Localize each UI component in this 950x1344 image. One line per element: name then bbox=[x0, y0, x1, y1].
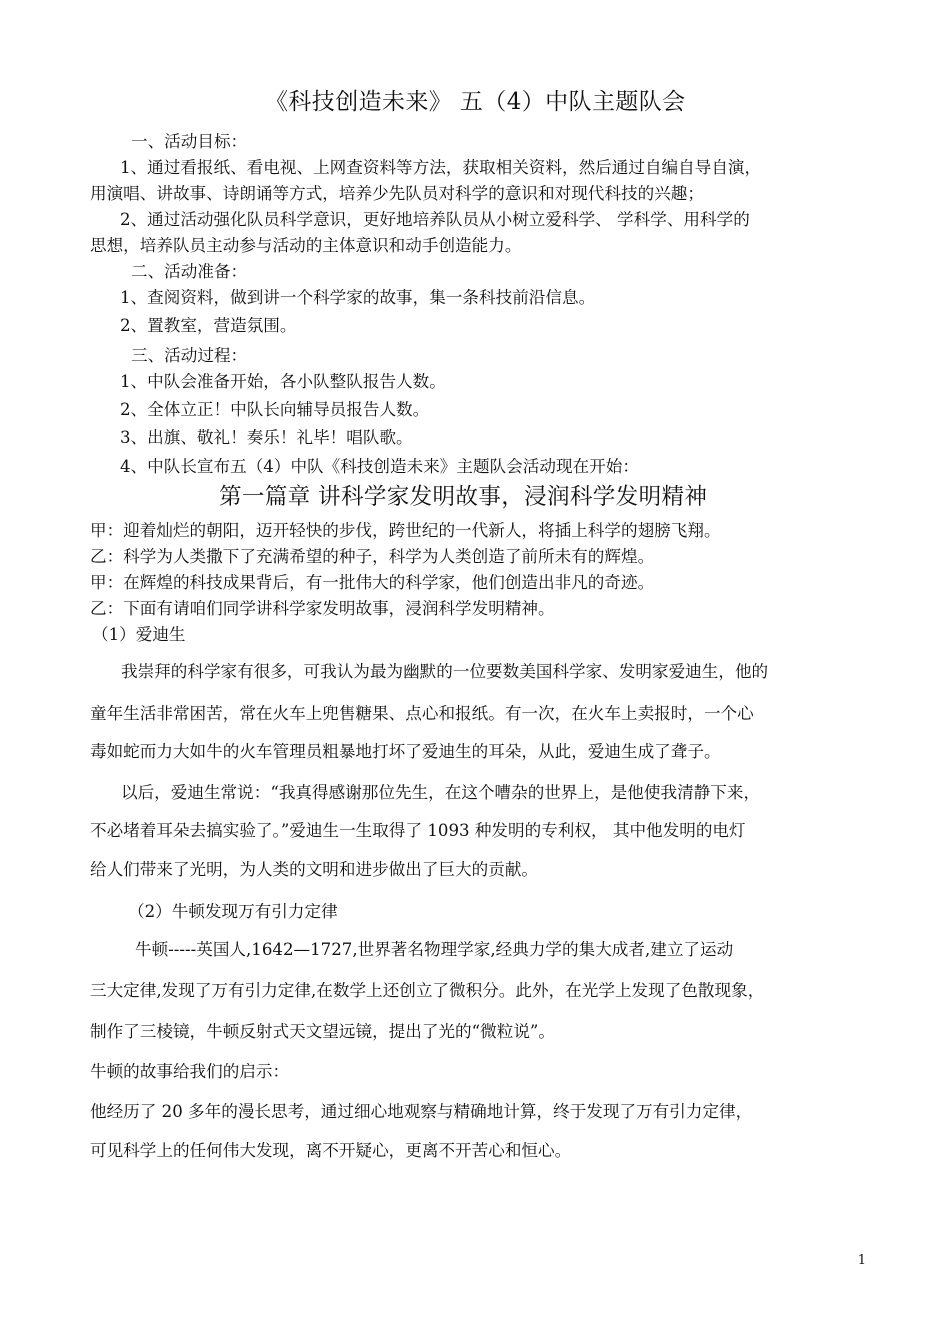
process-item-2: 2、全体立正！中队长向辅导员报告人数。 bbox=[120, 400, 430, 419]
objective-item-1-line-1: 1、通过看报纸、看电视、上网查资料等方法，获取相关资料，然后通过自编自导自演， bbox=[120, 158, 762, 177]
objective-item-2-line-1: 2、通过活动强化队员科学意识，更好地培养队员从小树立爱科学、 学科学、用科学的 bbox=[120, 210, 750, 229]
objective-item-1-line-2: 用演唱、讲故事、诗朗诵等方式，培养少先队员对科学的意识和对现代科技的兴趣； bbox=[90, 184, 704, 203]
newton-paragraph-line-2: 三大定律,发现了万有引力定律,在数学上还创立了微积分。此外，在光学上发现了色散现象， bbox=[90, 981, 765, 1000]
newton-lesson-line-1: 他经历了 20 多年的漫长思考，通过细心地观察与精确地计算，终于发现了万有引力定律， bbox=[90, 1102, 753, 1121]
dialogue-line-4: 乙：下面有请咱们同学讲科学家发明故事，浸润科学发明精神。 bbox=[90, 599, 555, 618]
edison-paragraph-1-line-3: 毒如蛇而力大如牛的火车管理员粗暴地打坏了爱迪生的耳朵，从此，爱迪生成了聋子。 bbox=[90, 742, 721, 761]
dialogue-line-2: 乙：科学为人类撒下了充满希望的种子，科学为人类创造了前所未有的辉煌。 bbox=[90, 547, 655, 566]
objectives-heading: 一、活动目标： bbox=[131, 132, 248, 151]
newton-paragraph-line-3: 制作了三棱镜，牛顿反射式天文望远镜，提出了光的“微粒说”。 bbox=[90, 1022, 555, 1041]
newton-lesson-heading: 牛顿的故事给我们的启示： bbox=[90, 1062, 290, 1081]
dialogue-line-3: 甲：在辉煌的科技成果背后，有一批伟大的科学家，他们创造出非凡的奇迹。 bbox=[90, 573, 655, 592]
edison-paragraph-2-line-2: 不必堵着耳朵去搞实验了。”爱迪生一生取得了 1093 种发明的专利权， 其中他发明的电灯 bbox=[90, 821, 746, 840]
preparation-item-1: 1、查阅资料，做到讲一个科学家的故事，集一条科技前沿信息。 bbox=[120, 288, 596, 307]
edison-paragraph-1-line-1: 我崇拜的科学家有很多，可我认为最为幽默的一位要数美国科学家、发明家爱迪生，他的 bbox=[121, 662, 769, 681]
objective-item-2-line-2: 思想，培养队员主动参与活动的主体意识和动手创造能力。 bbox=[90, 236, 522, 255]
process-heading: 三、活动过程： bbox=[131, 346, 248, 365]
dialogue-line-1: 甲：迎着灿烂的朝阳，迈开轻快的步伐，跨世纪的一代新人，将插上科学的翅膀飞翔。 bbox=[90, 521, 721, 540]
newton-lesson-line-2: 可见科学上的任何伟大发现，离不开疑心，更离不开苦心和恒心。 bbox=[90, 1141, 572, 1160]
page-title: 《科技创造未来》 五（4）中队主题队会 bbox=[265, 89, 686, 115]
edison-paragraph-2-line-3: 给人们带来了光明，为人类的文明和进步做出了巨大的贡献。 bbox=[90, 860, 539, 879]
edison-paragraph-1-line-2: 童年生活非常困苦，常在火车上兜售糖果、点心和报纸。有一次，在火车上卖报时，一个心 bbox=[90, 704, 754, 723]
process-item-1: 1、中队会准备开始，各小队整队报告人数。 bbox=[120, 372, 446, 391]
preparation-heading: 二、活动准备： bbox=[131, 262, 248, 281]
process-item-3: 3、出旗、敬礼！奏乐！礼毕！唱队歌。 bbox=[120, 428, 413, 447]
chapter-title: 第一篇章 讲科学家发明故事，浸润科学发明精神 bbox=[219, 484, 708, 510]
process-item-4: 4、中队长宣布五（4）中队《科技创造未来》主题队会活动现在开始： bbox=[120, 457, 639, 476]
edison-heading: （1）爱迪生 bbox=[92, 625, 186, 644]
edison-paragraph-2-line-1: 以后，爱迪生常说：“我真得感谢那位先生，在这个嘈杂的世界上，是他使我清静下来， bbox=[121, 783, 761, 802]
newton-paragraph-line-1: 牛顿-----英国人,1642—1727,世界著名物理学家,经典力学的集大成者,建立了运动 bbox=[135, 940, 734, 959]
page-number: 1 bbox=[857, 1253, 866, 1268]
newton-heading: （2）牛顿发现万有引力定律 bbox=[128, 902, 338, 921]
preparation-item-2: 2、置教室，营造氛围。 bbox=[120, 316, 297, 335]
